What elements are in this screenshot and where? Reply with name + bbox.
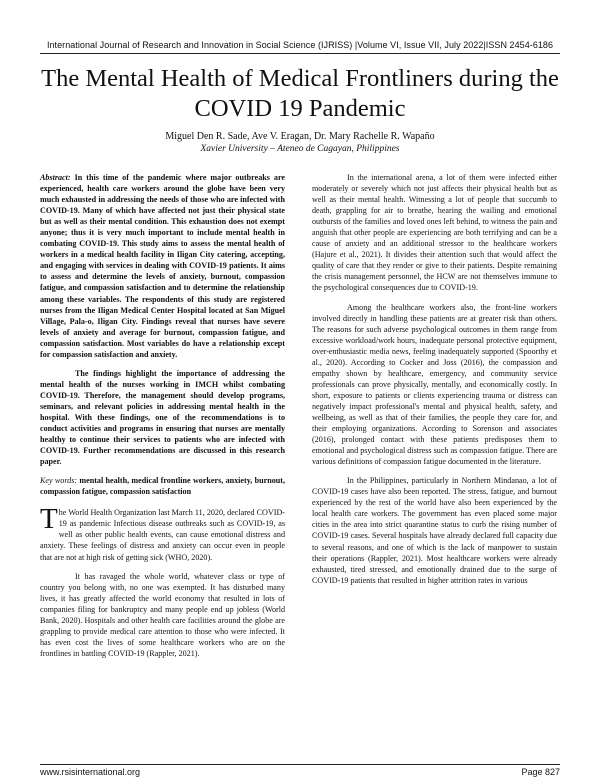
paper-title: The Mental Health of Medical Frontliners during the COVID 19 Pandemic	[41, 65, 559, 122]
keywords	[40, 475, 285, 497]
body-paragraph-1: In the international arena, a lot of them were infected either moderately or severely which not just affects their physical health but as well as their mental health. Witnessing a lot of people that succumb to death, grappling for air to breathe, hearing the wailing and emotional outbursts of the families and loved ones left behind, to witness the pain and anguish that other people are experiencing are both terrifying and can be a cause of anxiety and an additional stressor to the healthcare workers (Hajure et al., 2021). It divides their attention such that would affect the quality of care that they render or give to their patients. Despite remaining the crisis management personnel, the HCW are not themselves immune to the psychological consequences due to COVID-19.	[312, 173, 557, 293]
right-column	[312, 172, 557, 594]
body-paragraph-3: In the Philippines, particularly in Northern Mindanao, a lot of COVID-19 cases have also been reported. The stress, fatigue, and burnout experienced by the rest of the world have also been experienced by the local health care workers. The government has even placed some major cities in the area into strict quarantine status to curb the rising number of COVID-19 cases. Several hospitals have already declared full capacity due to several reasons, and one of which is the lack of manpower to sustain their operations (Rappler, 2021). Most healthcare workers were already exhausted, tired stressed, and emotionally drained due to the surge of COVID-19 patients that resulted in higher attrition rates in various	[312, 476, 557, 585]
body-paragraph-2: Among the healthcare workers also, the front-line workers involved directly in handling these patients are at greater risk than others. The reasons for such adverse psychological outcomes in them range from excessive workload/work hours, inadequate personal protective equipment, over-enthusiastic media news, feeling inadequately supported (Spoorthy et al., 2020). According to Cocker and Joss (2016), the compassion and empathy shown by healthcare, emergency, and community service professionals can prove physically, mentally, and economically costly. In short, exposure to patients or clients experiencing trauma or distress can negatively impact professional's mental and physical health, safety, and wellbeing, as well as that of their families, the people they care for, and their employing organizations. According to Sorenson and associates (2016), prolonged contact with these patients predisposes them to emotional and psychological distress such as compassion fatigue. There are various definitions of compassion fatigue documented in the literature.	[312, 302, 557, 467]
page-number: Page 827	[521, 767, 560, 777]
abstract-paragraph-1	[40, 172, 285, 360]
abstract-text-1: In this time of the pandemic where major outbreaks are experienced, health care workers around the globe have been very much exhausted in addressing the needs of those who are infected with COVID-19. Many of which have affected not just their physical state but as well as their mental condition. This exhaustion does not exempt anyone; thus it is very much important to include mental health in combating COVID-19. This study aims to assess the mental health of workers in a medical health facility in Iligan City catering, accepting, and engaging with services in dealing with COVID-19 patients. It aims to assess and determine the levels of anxiety, burnout, compassion fatigue, and compassion satisfaction and to determine the relationship among these variables. The respondents of this study are registered nurses from the Iligan Medical Center Hospital located at San Miguel Village, Pala-o, Iligan City. Findings reveal that nurses have severe levels of anxiety and average for burnout, compassion fatigue, and compassion satisfaction. Most variables do have a relationship except for compassion satisfaction and anxiety.	[40, 173, 285, 359]
journal-header: International Journal of Research and Innovation in Social Science (IJRISS) |Volume VI, Issue VII, July 2022|ISSN 2454-6186	[46, 40, 554, 50]
intro-paragraph-1	[40, 503, 285, 562]
keywords-text: mental health, medical frontline workers, anxiety, burnout, compassion fatigue, compassion satisfaction	[40, 476, 285, 497]
keywords-label: Key words:	[40, 476, 78, 486]
drop-cap: T	[40, 503, 58, 536]
footer-rule	[40, 764, 560, 765]
header-rule	[40, 53, 560, 54]
intro-paragraph-2: It has ravaged the whole world, whatever class or type of country you belong with, no one was exempted. It has disturbed many lives, it has greatly affected the world economy that resulted in lots of companies filing for bankruptcy and many people end up jobless (World Bank, 2020). Hospitals and other health care facilities around the globe are grappling to provide medical care attention to those who were infected. It has even cost the lives of some healthcare workers who are on the frontlines in battling COVID-19 (Rappler, 2021).	[40, 571, 285, 658]
abstract-label: Abstract:	[40, 173, 71, 182]
footer-url: www.rsisinternational.org	[40, 767, 141, 777]
abstract-paragraph-2: The findings highlight the importance of addressing the mental health of the nurses working in IMCH whilst combating COVID-19. Therefore, the management should develop programs, seminars, and relevant policies in addressing mental health in the hospital. With these findings, one of the recommendations is to conduct activities and programs in ensuring that nurses are mentally healthy to continue their services to patients who are infected with COVID-19. Further recommendations are discussed in this research paper.	[40, 368, 285, 467]
paper-authors: Miguel Den R. Sade, Ave V. Eragan, Dr. Mary Rachelle R. Wapaño	[165, 131, 435, 142]
left-column	[40, 172, 285, 667]
intro-text-1: he World Health Organization last March 11, 2020, declared COVID-19 as pandemic Infectious disease outbreaks such as COVID-19, as well as other public health events, can cause emotional distress and anxiety. These feelings of distress and anxiety can occur even in people that are not at high risk of getting sick (WHO, 2020).	[40, 508, 285, 562]
paper-affiliation: Xavier University – Ateneo de Cagayan, Philippines	[200, 144, 400, 154]
